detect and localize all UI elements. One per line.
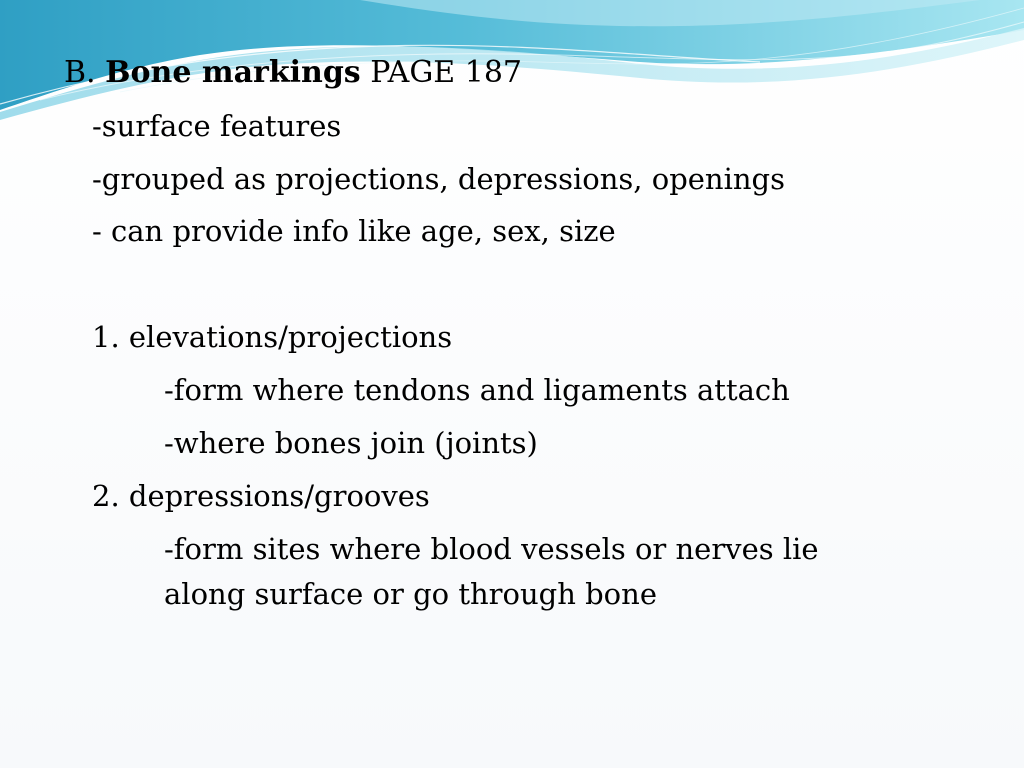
bullet-surface-features: -surface features [92, 109, 342, 143]
bullet-tendons: -form where tendons and ligaments attach [164, 373, 790, 407]
title-prefix: B. [64, 55, 96, 90]
bullet-grouped: -grouped as projections, depressions, openings [92, 162, 785, 196]
heading-elevations: 1. elevations/projections [92, 320, 453, 354]
bullet-joints: -where bones join (joints) [164, 426, 538, 460]
bullet-blood-vessels: -form sites where blood vessels or nerves lie [164, 532, 819, 566]
title-bold: Bone markings [105, 55, 361, 90]
heading-depressions: 2. depressions/grooves [92, 479, 430, 513]
title-suffix: PAGE 187 [370, 55, 523, 90]
bullet-blood-vessels-cont: along surface or go through bone [164, 577, 657, 611]
bullet-provide-info: - can provide info like age, sex, size [92, 214, 616, 248]
slide-title [64, 56, 522, 90]
